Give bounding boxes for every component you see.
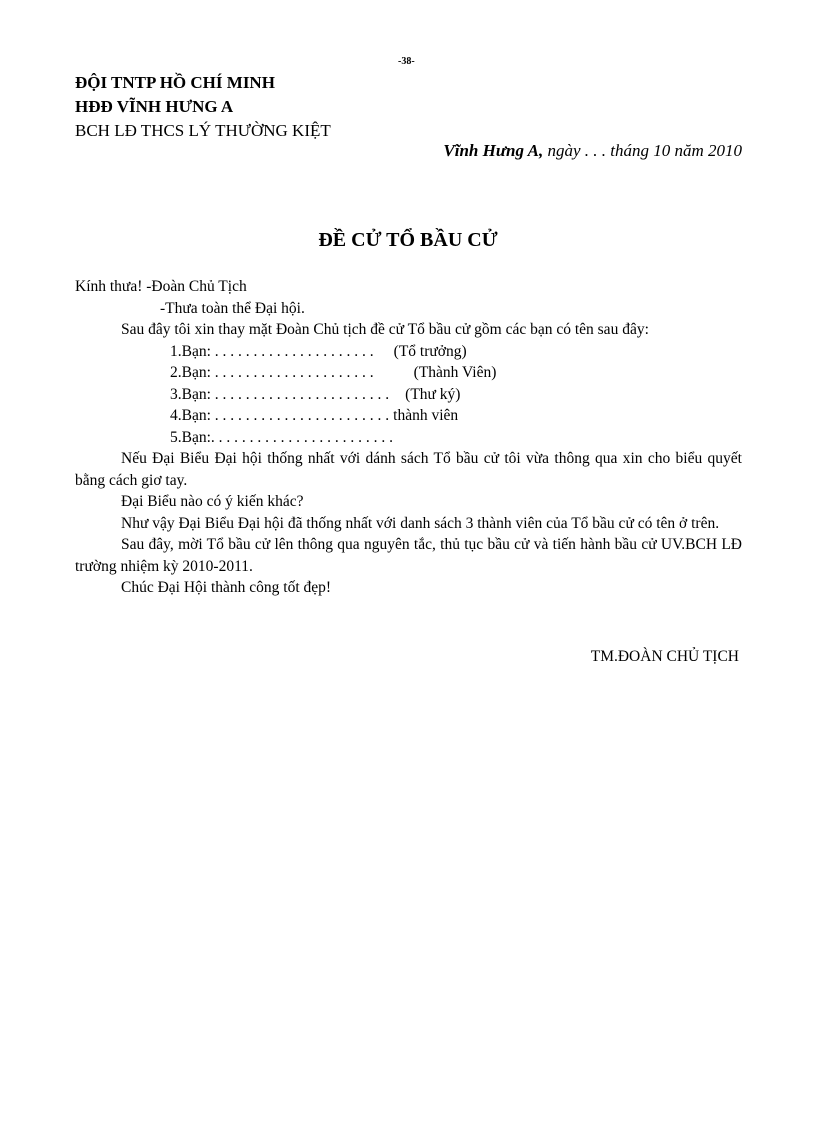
- dateline-place: Vĩnh Hưng A,: [443, 141, 544, 160]
- org-line-3: BCH LĐ THCS LÝ THƯỜNG KIỆT: [75, 121, 331, 140]
- member-row: [75, 341, 742, 363]
- body-paragraph-5: Chúc Đại Hội thành công tốt đẹp!: [121, 579, 332, 596]
- member-label: 2.Bạn: . . . . . . . . . . . . . . . . . . . . .: [170, 364, 374, 381]
- salutation-line-1: Kính thưa! -Đoàn Chủ Tịch: [75, 278, 247, 295]
- member-label: 5.Bạn:. . . . . . . . . . . . . . . . . . . . . . . .: [170, 428, 394, 446]
- dateline-date: ngày . . . tháng 10 năm 2010: [543, 141, 742, 160]
- page-number: -38-: [398, 56, 415, 67]
- body-paragraph-4: Sau đây, mời Tổ bầu cử lên thông qua nguyên tắc, thủ tục bầu cử và tiến hành bầu cử UV.BCH LĐ trường nhiệm kỳ 2010-2011.: [75, 536, 742, 575]
- member-role: (Tổ trưởng): [393, 342, 467, 360]
- member-role: (Thư ký): [405, 385, 461, 403]
- dateline: [443, 141, 742, 161]
- document-title: ĐỀ CỬ TỔ BẦU CỬ: [318, 229, 498, 251]
- body-paragraph-2: Đại Biểu nào có ý kiến khác?: [121, 493, 304, 510]
- member-role: (Thành Viên): [413, 364, 497, 381]
- member-row: [75, 405, 742, 427]
- organization-header: [75, 71, 331, 143]
- org-line-1: ĐỘI TNTP HỒ CHÍ MINH: [75, 73, 275, 92]
- intro-paragraph: Sau đây tôi xin thay mặt Đoàn Chủ tịch đề cử Tổ bầu cử gồm các bạn có tên sau đây:: [121, 321, 649, 338]
- body-paragraph-1: Nếu Đại Biểu Đại hội thống nhất với dánh sách Tổ bầu cử tôi vừa thông qua xin cho biểu quyết bằng cách giơ tay.: [75, 450, 742, 489]
- member-row: [75, 362, 742, 384]
- member-label: 4.Bạn: . . . . . . . . . . . . . . . . . . . . . . .: [170, 407, 390, 424]
- signature-line: TM.ĐOÀN CHỦ TỊCH: [590, 648, 739, 665]
- member-row: [75, 427, 742, 449]
- member-label: 1.Bạn: . . . . . . . . . . . . . . . . . . . . .: [170, 342, 374, 360]
- document-body: [75, 276, 742, 599]
- member-role: thành viên: [393, 407, 459, 424]
- member-label: 3.Bạn: . . . . . . . . . . . . . . . . . . . . . . .: [170, 385, 390, 403]
- member-row: [75, 384, 742, 406]
- salutation-line-2: -Thưa toàn thể Đại hội.: [160, 299, 305, 317]
- body-paragraph-3: Như vậy Đại Biểu Đại hội đã thống nhất với danh sách 3 thành viên của Tổ bầu cử có tên ở trên.: [121, 514, 720, 532]
- org-line-2: HĐĐ VĨNH HƯNG A: [75, 97, 234, 116]
